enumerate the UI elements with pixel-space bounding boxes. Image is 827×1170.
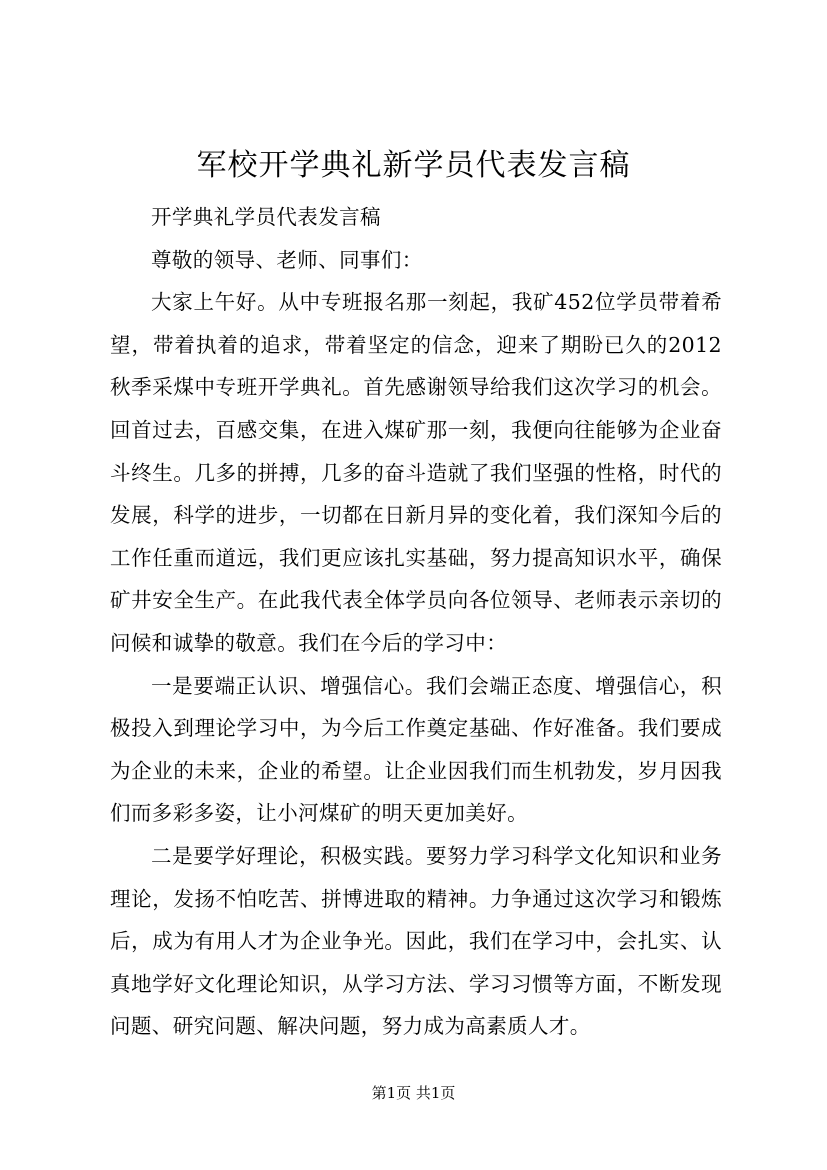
page-footer: 第1页 共1页 [371, 1084, 456, 1102]
paragraph-point-one: 一是要端正认识、增强信心。我们会端正态度、增强信心，积极投入到理论学习中，为今后工作奠定基础、作好准备。我们要成为企业的未来，企业的希望。让企业因我们而生机勃发，岁月因我们而多彩多姿，让小河煤矿的明天更加美好。 [110, 673, 722, 826]
paragraph-opening: 大家上午好。从中专班报名那一刻起，我矿452位学员带着希望，带着执着的追求，带着坚定的信念，迎来了期盼已久的2012秋季采煤中专班开学典礼。首先感谢领导给我们这次学习的机会。回首过去，百感交集，在进入煤矿那一刻，我便向往能够为企业奋斗终生。几多的拼搏，几多的奋斗造就了我们坚强的性格，时代的发展，科学的进步，一切都在日新月异的变化着，我们深知今后的工作任重而道远，我们更应该扎实基础，努力提高知识水平，确保矿井安全生产。在此我代表全体学员向各位领导、老师表示亲切的问候和诚挚的敬意。我们在今后的学习中： [110, 290, 722, 655]
paragraph-subtitle: 开学典礼学员代表发言稿 [151, 205, 381, 229]
document-title: 军校开学典礼新学员代表发言稿 [196, 148, 631, 183]
paragraph-point-two: 二是要学好理论，积极实践。要努力学习科学文化知识和业务理论，发扬不怕吃苦、拼博进取的精神。力争通过这次学习和锻炼后，成为有用人才为企业争光。因此，我们在学习中，会扎实、认真地学好文化理论知识，从学习方法、学习习惯等方面，不断发现问题、研究问题、解决问题，努力成为高素质人才。 [110, 843, 722, 1039]
paragraph-salutation: 尊敬的领导、老师、同事们： [151, 247, 423, 272]
document-body [110, 196, 722, 1048]
